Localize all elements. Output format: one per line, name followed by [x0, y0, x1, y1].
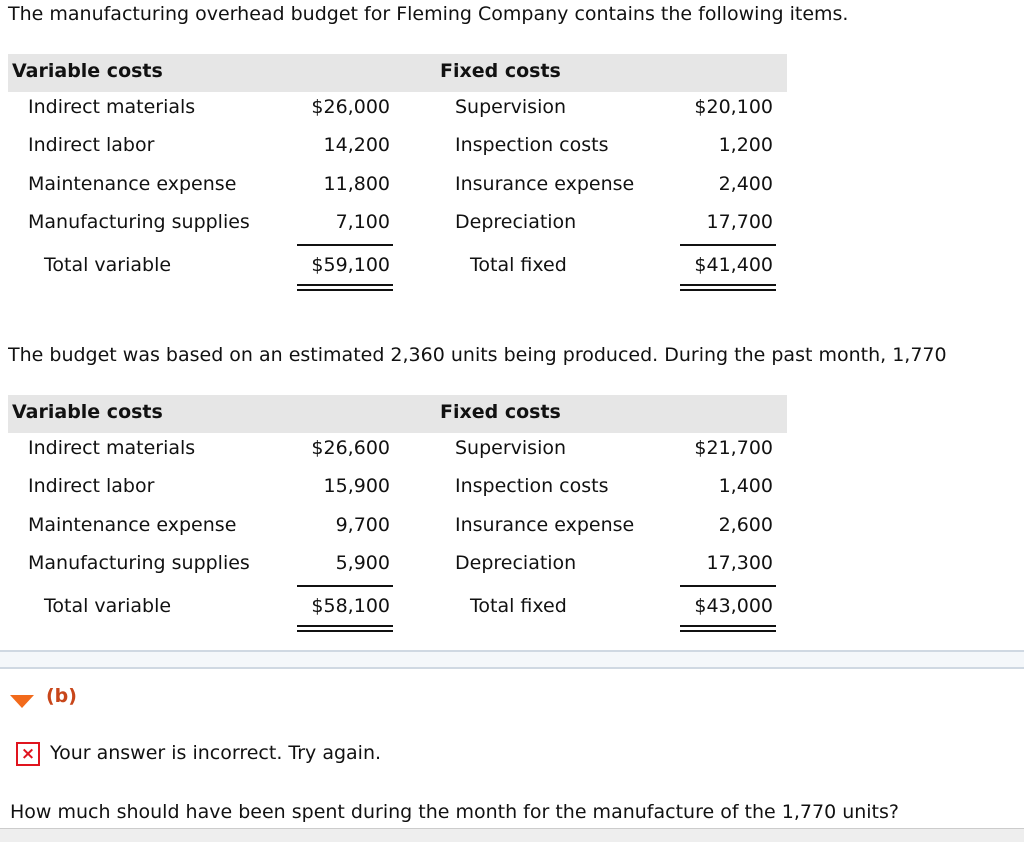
variable-cost-label: Indirect materials: [28, 437, 196, 459]
total-double-rule: [297, 625, 393, 632]
fixed-cost-label: Inspection costs: [455, 475, 609, 498]
question-text: How much should have been spent during the month for the manufacture of the 1,770 units?: [10, 801, 899, 823]
error-message: Your answer is incorrect. Try again.: [50, 742, 382, 764]
variable-cost-value: $26,000: [311, 96, 390, 118]
variable-cost-value: 5,900: [335, 551, 390, 574]
fixed-cost-label: Depreciation: [455, 210, 577, 233]
subtotal-rule: [297, 585, 393, 587]
fixed-cost-value: 17,300: [706, 551, 773, 574]
total-fixed-label: Total fixed: [470, 595, 567, 617]
problem-intro: The manufacturing overhead budget for Fleming Company contains the following items.: [8, 3, 849, 25]
total-variable-value: $58,100: [311, 595, 390, 617]
collapse-triangle-icon[interactable]: [10, 695, 34, 708]
fixed-cost-label: Insurance expense: [455, 172, 635, 195]
variable-cost-label: Indirect labor: [28, 475, 155, 498]
fixed-costs-header: Fixed costs: [440, 401, 561, 423]
variable-cost-label: Indirect labor: [28, 134, 155, 157]
subtotal-rule: [680, 244, 776, 246]
fixed-cost-label: Insurance expense: [455, 513, 635, 536]
variable-cost-label: Manufacturing supplies: [28, 551, 250, 574]
total-double-rule: [680, 284, 776, 291]
variable-cost-label: Maintenance expense: [28, 513, 237, 536]
fixed-cost-label: Supervision: [455, 96, 567, 118]
total-fixed-value: $41,400: [694, 254, 773, 276]
variable-cost-label: Maintenance expense: [28, 172, 237, 195]
total-variable-value: $59,100: [311, 254, 390, 276]
section-divider: [0, 650, 1024, 669]
variable-costs-header: Variable costs: [12, 401, 163, 423]
fixed-cost-value: 2,400: [718, 172, 773, 195]
incorrect-x-icon: ×: [16, 742, 40, 766]
part-label[interactable]: (b): [46, 685, 77, 707]
budget-table: [0, 54, 800, 304]
fixed-cost-label: Depreciation: [455, 551, 577, 574]
fixed-cost-label: Inspection costs: [455, 134, 609, 157]
problem-intro-2: The budget was based on an estimated 2,360 units being produced. During the past month, 1,770: [8, 344, 947, 366]
table-header: [8, 54, 787, 92]
variable-cost-value: $26,600: [311, 437, 390, 459]
answer-area-edge: [0, 828, 1024, 842]
fixed-cost-value: $20,100: [694, 96, 773, 118]
variable-costs-header: Variable costs: [12, 60, 163, 82]
actual-table: [0, 395, 800, 645]
variable-cost-value: 15,900: [323, 475, 390, 498]
subtotal-rule: [680, 585, 776, 587]
total-fixed-label: Total fixed: [470, 254, 567, 276]
fixed-cost-label: Supervision: [455, 437, 567, 459]
variable-cost-label: Manufacturing supplies: [28, 210, 250, 233]
variable-cost-value: 9,700: [335, 513, 390, 536]
fixed-cost-value: 1,400: [718, 475, 773, 498]
variable-cost-value: 7,100: [335, 210, 390, 233]
fixed-cost-value: 17,700: [706, 210, 773, 233]
subtotal-rule: [297, 244, 393, 246]
total-double-rule: [297, 284, 393, 291]
variable-cost-label: Indirect materials: [28, 96, 196, 118]
table-header: [8, 395, 787, 433]
fixed-cost-value: 1,200: [718, 134, 773, 157]
fixed-cost-value: 2,600: [718, 513, 773, 536]
total-variable-label: Total variable: [44, 254, 172, 276]
variable-cost-value: 14,200: [323, 134, 390, 157]
fixed-cost-value: $21,700: [694, 437, 773, 459]
fixed-costs-header: Fixed costs: [440, 60, 561, 82]
total-fixed-value: $43,000: [694, 595, 773, 617]
total-double-rule: [680, 625, 776, 632]
variable-cost-value: 11,800: [323, 172, 390, 195]
total-variable-label: Total variable: [44, 595, 172, 617]
